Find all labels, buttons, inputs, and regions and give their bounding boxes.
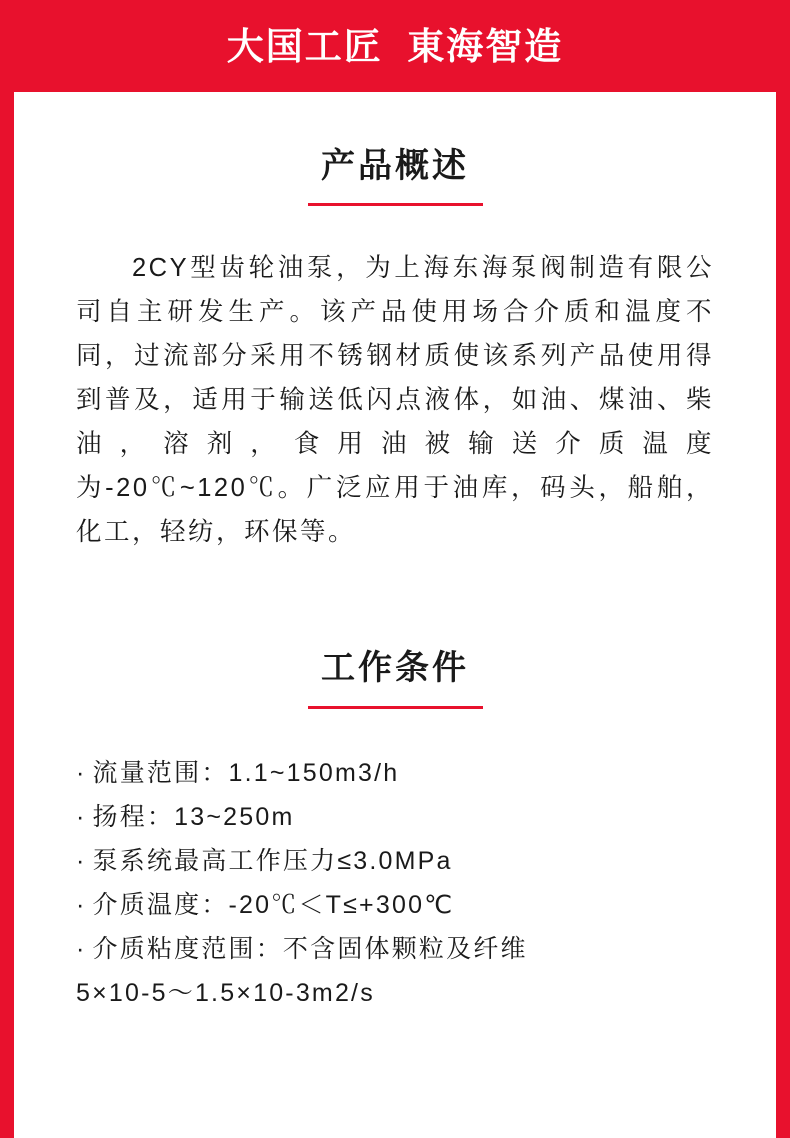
banner-title: 大国工匠 東海智造 xyxy=(226,25,564,67)
page-content xyxy=(14,92,776,1015)
list-item xyxy=(76,839,714,883)
section-header-overview xyxy=(76,148,714,206)
spec-list-continuation: 5×10-5～1.5×10-3m2/s xyxy=(76,978,375,1007)
spec-list xyxy=(76,751,714,971)
bullet-icon: · xyxy=(76,934,87,963)
overview-paragraph: 2CY型齿轮油泵，为上海东海泵阀制造有限公司自主研发生产。该产品使用场合介质和温度不同，过流部分采用不锈钢材质使该系列产品使用得到普及，适用于输送低闪点液体，如油、煤油、柴油，溶剂，食用油被输送介质温度为-20℃~120℃。广泛应用于油库，码头，船舶，化工，轻纺，环保等。 xyxy=(76,254,714,547)
section-header-working-conditions xyxy=(76,650,714,708)
list-item-label: 泵系统最高工作压力≤3.0MPa xyxy=(92,846,453,875)
bullet-icon: · xyxy=(76,846,87,875)
list-item xyxy=(76,751,714,795)
list-item xyxy=(76,795,714,839)
section-underline-overview xyxy=(308,203,483,206)
top-banner xyxy=(14,0,776,92)
bullet-icon: · xyxy=(76,758,87,787)
section-underline-working-conditions xyxy=(308,706,483,709)
list-item xyxy=(76,883,714,927)
bullet-icon: · xyxy=(76,802,87,831)
list-item-label: 流量范围：1.1~150m3/h xyxy=(92,758,400,787)
section-title-working-conditions: 工作条件 xyxy=(321,649,469,688)
section-title-overview: 产品概述 xyxy=(321,147,469,185)
list-item-label: 介质温度：-20℃＜T≤+300℃ xyxy=(92,890,455,919)
list-item-label: 扬程：13~250m xyxy=(92,802,295,831)
list-item-label: 介质粘度范围：不含固体颗粒及纤维 xyxy=(92,934,528,963)
list-item xyxy=(76,927,714,971)
bullet-icon: · xyxy=(76,890,87,919)
